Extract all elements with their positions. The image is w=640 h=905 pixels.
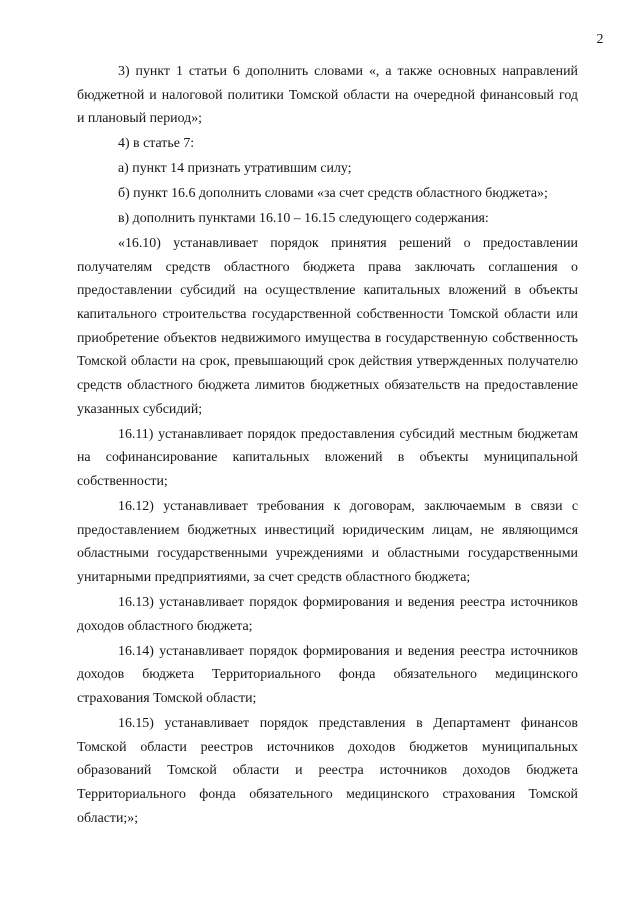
text-line: и плановый период»;: [77, 111, 203, 127]
text-line: 16.15) устанавливает порядок представления в Департамент финансов: [118, 715, 578, 731]
text-line: б) пункт 16.6 дополнить словами «за счет средств областного бюджета»;: [118, 186, 548, 202]
text-line: 3) пункт 1 статьи 6 дополнить словами «, а также основных направлений: [118, 64, 578, 79]
clause-16-13: [77, 591, 578, 638]
text-line: доходов областного бюджета;: [77, 618, 253, 634]
text-line: а) пункт 14 признать утратившим силу;: [118, 161, 352, 177]
document-body: [77, 60, 578, 830]
text-line: средств областного бюджета лимитов бюджетных обязательств на предоставление: [77, 378, 578, 394]
text-line: приобретение объектов недвижимого имущества в государственную собственность: [77, 330, 578, 346]
clause-16-14: [77, 640, 578, 711]
text-line: 16.14) устанавливает порядок формирования и ведения реестра источников: [118, 643, 578, 659]
page-number: 2: [596, 32, 604, 47]
clause-16-15: [77, 712, 578, 831]
text-line: получателям средств областного бюджета права заключать соглашения о: [77, 259, 578, 275]
amendment-item-3: [77, 60, 578, 131]
text-line: 16.11) устанавливает порядок предоставления субсидий местным бюджетам: [118, 426, 578, 442]
text-line: указанных субсидий;: [77, 401, 203, 417]
text-line: Территориального фонда обязательного медицинского страхования Томской: [77, 786, 578, 802]
text-line: предоставлении субсидий на осуществление капитальных вложений в объекты: [77, 283, 578, 299]
text-line: унитарными предприятиями, за счет средств областного бюджета;: [77, 570, 471, 586]
subitem-a: [77, 157, 578, 181]
clause-16-12: [77, 495, 578, 590]
text-line: 4) в статье 7:: [118, 136, 195, 152]
text-line: в) дополнить пунктами 16.10 – 16.15 следующего содержания:: [118, 210, 489, 226]
subitem-v: [77, 207, 578, 231]
text-line: капитального строительства государственной собственности Томской области или: [77, 306, 578, 322]
text-line: «16.10) устанавливает порядок принятия решений о предоставлении: [118, 235, 578, 251]
text-line: бюджетной и налоговой политики Томской области на очередной финансовый год: [77, 87, 578, 103]
text-line: образований Томской области и реестра источников доходов бюджета: [77, 763, 578, 779]
amendment-item-4: [77, 132, 578, 156]
clause-16-10: [77, 232, 578, 422]
text-line: на софинансирование капитальных вложений в объекты муниципальной: [77, 450, 578, 466]
text-line: 16.13) устанавливает порядок формирования и ведения реестра источников: [118, 594, 578, 610]
clause-16-11: [77, 423, 578, 494]
text-line: областными государственными учреждениями и областными государственными: [77, 546, 578, 562]
text-line: доходов бюджета Территориального фонда обязательного медицинского: [77, 667, 578, 683]
subitem-b: [77, 182, 578, 206]
text-line: предоставлением бюджетных инвестиций юридическим лицам, не являющимся: [77, 522, 578, 538]
text-line: Томской области на срок, превышающий срок действия утвержденных получателю: [77, 354, 578, 370]
text-line: области;»;: [77, 810, 139, 826]
text-line: Томской области реестров источников доходов бюджетов муниципальных: [77, 739, 578, 755]
text-line: страхования Томской области;: [77, 690, 257, 706]
text-line: собственности;: [77, 474, 168, 490]
text-line: 16.12) устанавливает требования к договорам, заключаемым в связи с: [118, 498, 578, 514]
